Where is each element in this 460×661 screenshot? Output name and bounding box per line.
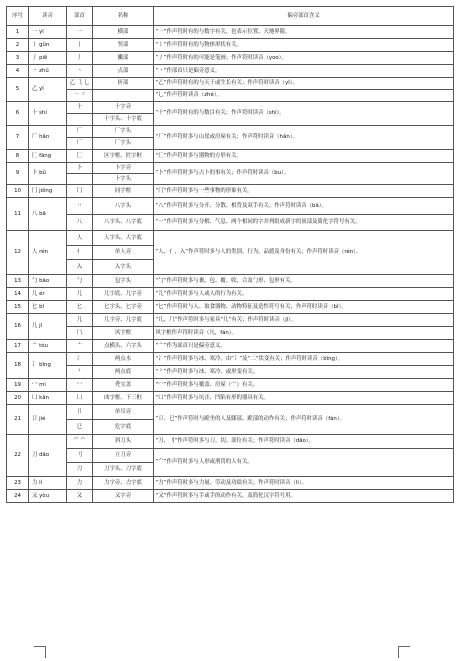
row-radical: 丷 <box>67 198 93 215</box>
row-radical: 凵 <box>67 391 93 404</box>
row-radical-name: 人字头、人字底 <box>93 231 154 246</box>
row-meaning: “冖”作声符时多与覆盖、房屋（宀）有关。 <box>154 378 454 391</box>
row-radical-name: 儿字底、儿字旁 <box>93 287 154 300</box>
row-radical-name: 八字头 <box>93 198 154 215</box>
table-row <box>7 300 454 313</box>
row-number: 15 <box>7 300 29 313</box>
row-meaning: “卜”作声符时多与占卜的事有关；作声符时读音（bu）。 <box>154 163 454 185</box>
row-number: 21 <box>7 404 29 434</box>
row-radical-name: 风字框 <box>93 326 154 339</box>
row-radical: ⺇ <box>67 326 93 339</box>
table-row <box>7 52 454 65</box>
row-radical-name: 凶字框、下三框 <box>93 391 154 404</box>
row-radical <box>67 114 93 126</box>
row-radical: 人 <box>67 231 93 246</box>
row-radical-name: 撇部 <box>93 52 154 65</box>
row-pronunciation: 冫 bīng <box>29 352 67 378</box>
row-number: 13 <box>7 274 29 287</box>
table-row <box>7 365 454 378</box>
row-radical-name: 危字底 <box>93 419 154 434</box>
table-row <box>7 163 454 174</box>
row-pronunciation: 八 bā <box>29 198 67 231</box>
table-row <box>7 476 454 489</box>
table-row <box>7 65 454 78</box>
row-number: 2 <box>7 39 29 52</box>
row-radical-name: 立刀旁 <box>93 448 154 462</box>
row-meaning: “勹”作声符时多与裹、包、覆、收、合及勹形、包形有关。 <box>154 274 454 287</box>
row-radical-name: 竖部 <box>93 39 154 52</box>
row-pronunciation: 亠 tóu <box>29 339 67 352</box>
row-radical: 卜 <box>67 163 93 174</box>
table-row <box>7 489 454 502</box>
row-pronunciation: 勹 bāo <box>29 274 67 287</box>
row-number: 17 <box>7 339 29 352</box>
table-row <box>7 313 454 326</box>
row-radical: 冫 <box>67 352 93 365</box>
row-number: 24 <box>7 489 29 502</box>
row-radical: 丨 <box>67 39 93 52</box>
row-radical: 又 <box>67 489 93 502</box>
row-radical-name: 几字旁、几字底 <box>93 313 154 326</box>
row-radical: 一 <box>67 26 93 39</box>
row-meaning: “⺀”作声符时多与冰、寒冷、或形变有关。 <box>154 365 454 378</box>
radicals-table <box>6 6 454 503</box>
row-meaning: “卩、㔾”作声符时与跪坐的人及膝部、跪部的动作有关；作声符时读音（fán）。 <box>154 404 454 434</box>
row-number: 5 <box>7 78 29 102</box>
table-body <box>7 26 454 503</box>
row-radical: ⺀ <box>67 365 93 378</box>
row-pronunciation: 人 rén <box>29 231 67 275</box>
row-radical: 亠 <box>67 339 93 352</box>
row-radical: ⺈ ⺈ <box>67 434 93 448</box>
row-radical-name: 卜字头 <box>93 174 154 185</box>
row-pronunciation: 丨 gǔn <box>29 39 67 52</box>
row-radical-name: 两点底 <box>93 365 154 378</box>
row-radical: 冖 <box>67 378 93 391</box>
row-pronunciation: 刀 dāo <box>29 434 67 476</box>
table-row <box>7 326 454 339</box>
table-row <box>7 150 454 163</box>
row-radical: 冂 <box>67 185 93 198</box>
row-meaning: “十”作声符时有的与数目有关；作声符时读音（shí）。 <box>154 102 454 126</box>
table-row <box>7 391 454 404</box>
row-radical-name: 厂字头 <box>93 126 154 138</box>
row-pronunciation: 儿 ér <box>29 287 67 300</box>
table-row <box>7 90 454 102</box>
header-number: 序号 <box>7 7 29 26</box>
row-meaning: “冫”作声符时多与冰、寒冷，由“冫”及“二”状变有关；作声符时读音（bīng）。 <box>154 352 454 365</box>
row-radical-name: 匕字头、匕字旁 <box>93 300 154 313</box>
row-radical-name: 十字旁 <box>93 102 154 114</box>
row-radical: 亻 <box>67 245 93 260</box>
row-meaning: “刀、刂”作声符时多与刀、切、部位有关；作声符时读音（dāo）。 <box>154 434 454 448</box>
row-pronunciation: 凵 kǎn <box>29 391 67 404</box>
row-radical-name: 包字头 <box>93 274 154 287</box>
table-row <box>7 198 454 215</box>
row-pronunciation: 冖 mì <box>29 378 67 391</box>
row-radical-name: 十字头、十字底 <box>93 114 154 126</box>
row-number: 9 <box>7 163 29 185</box>
row-radical: 厂 <box>67 126 93 138</box>
row-meaning: “匚”作声符时多与器物的方形有关。 <box>154 150 454 163</box>
row-radical-name: 横部 <box>93 26 154 39</box>
row-meaning: 风字框作声符时读音（凡，fán）。 <box>154 326 454 339</box>
table-row <box>7 26 454 39</box>
row-number: 23 <box>7 476 29 489</box>
table-row <box>7 352 454 365</box>
row-number: 8 <box>7 150 29 163</box>
row-number: 22 <box>7 434 29 476</box>
row-radical-name: 斜刀头 <box>93 434 154 448</box>
row-number: 10 <box>7 185 29 198</box>
row-radical-name: 单人旁 <box>93 245 154 260</box>
row-radical: 厂 <box>67 138 93 150</box>
row-meaning: “又”作声符时多与手或手的动作有关，及简化汉字符号用。 <box>154 489 454 502</box>
row-pronunciation: 十 shí <box>29 102 67 126</box>
row-radical-name: 入字头 <box>93 260 154 275</box>
table-row <box>7 434 454 448</box>
row-radical-name: 单耳旁 <box>93 404 154 419</box>
row-number: 7 <box>7 126 29 150</box>
row-meaning: “八”作声符时多与分开、分散、相背及双手有关；作声符时读音（bā）。 <box>154 198 454 215</box>
row-number: 11 <box>7 198 29 231</box>
row-radical-name: 八字头、八字底 <box>93 214 154 231</box>
table-row <box>7 378 454 391</box>
row-radical-name: 点横头、六字头 <box>93 339 154 352</box>
row-radical: 八 <box>67 214 93 231</box>
row-radical: 丿 <box>67 52 93 65</box>
row-radical: 一 ㇇ <box>67 90 93 102</box>
table-row <box>7 274 454 287</box>
row-number: 1 <box>7 26 29 39</box>
row-radical-name: 卜字旁 <box>93 163 154 174</box>
row-meaning: “厂”作声符时多与山崖或房屋有关；作声符时读音（hǎn）。 <box>154 126 454 150</box>
row-radical-name <box>93 90 154 102</box>
row-radical-name: 两点水 <box>93 352 154 365</box>
row-number: 14 <box>7 287 29 300</box>
row-radical: 刂 <box>67 448 93 462</box>
header-radical: 部首 <box>67 7 93 26</box>
row-radical-name: 点部 <box>93 65 154 78</box>
row-radical-name: 厂字头 <box>93 138 154 150</box>
row-radical-name: 刀字头、刀字底 <box>93 462 154 476</box>
row-radical-name: 同字框 <box>93 185 154 198</box>
row-radical: 几 <box>67 313 93 326</box>
row-meaning: “乙”作声符时有的与天干或生长有关；作声符时读音（yǐ）。 <box>154 78 454 90</box>
row-radical: 勹 <box>67 274 93 287</box>
table-row <box>7 339 454 352</box>
crop-mark-left <box>34 646 46 658</box>
row-radical-name: 又字旁 <box>93 489 154 502</box>
table-row <box>7 78 454 90</box>
header-meaning: 偏旁部首含义 <box>154 7 454 26</box>
row-number: 19 <box>7 378 29 391</box>
table-row <box>7 448 454 462</box>
row-radical: 㔾 <box>67 419 93 434</box>
row-meaning: “乚”作声符时读音（zhé）。 <box>154 90 454 102</box>
row-pronunciation: 匕 bǐ <box>29 300 67 313</box>
row-radical-name: 折部 <box>93 78 154 90</box>
row-meaning: “匕”作声符时与人、取食器物、动物特征及造性符号有关；作声符时读音（bǐ）。 <box>154 300 454 313</box>
row-pronunciation: 丿 piě <box>29 52 67 65</box>
row-radical: 入 <box>67 260 93 275</box>
row-meaning: “丷”作声符时多与分解、气息、两个相同的字并列组成新字的顶部及简化字符号有关。 <box>154 214 454 231</box>
row-meaning: “丶”作部首只是偏旁意义。 <box>154 65 454 78</box>
table-row <box>7 185 454 198</box>
row-radical: 丶 <box>67 65 93 78</box>
table-row <box>7 231 454 246</box>
header-pronunciation: 读音 <box>29 7 67 26</box>
row-radical: 十 <box>67 102 93 114</box>
header-name: 名称 <box>93 7 154 26</box>
row-radical: 匕 <box>67 300 93 313</box>
row-pronunciation: 卩 jié <box>29 404 67 434</box>
row-number: 18 <box>7 352 29 378</box>
crop-mark-right <box>398 646 410 658</box>
row-pronunciation: 卜 bǔ <box>29 163 67 185</box>
row-radical <box>67 174 93 185</box>
row-pronunciation: 力 lì <box>29 476 67 489</box>
row-pronunciation: 丶 zhǔ <box>29 65 67 78</box>
row-pronunciation: 冂 jiōng <box>29 185 67 198</box>
row-meaning: “⺈”作声符时多与人形或刑罚的人有关。 <box>154 448 454 476</box>
row-meaning: “一”作声符时有的与数字有关，也表示位置、天地界限。 <box>154 26 454 39</box>
row-meaning: “力”作声符时多与力量、劳动及功绩有关；作声符时读音（lì）。 <box>154 476 454 489</box>
row-radical-name: 秃宝盖 <box>93 378 154 391</box>
row-radical: 儿 <box>67 287 93 300</box>
table-row <box>7 404 454 419</box>
row-meaning: “丿”作声符时有的可能是笔画；作声符时读音（yoo）。 <box>154 52 454 65</box>
table-row <box>7 287 454 300</box>
row-pronunciation: 几 jī <box>29 313 67 339</box>
row-radical-name: 力字旁、力字底 <box>93 476 154 489</box>
row-radical: 匚 <box>67 150 93 163</box>
row-number: 16 <box>7 313 29 339</box>
row-number: 12 <box>7 231 29 275</box>
row-meaning: “几、⺇”作声符时多与家具“几”有关；作声符时读音（jǐ）。 <box>154 313 454 326</box>
table-row <box>7 126 454 138</box>
table-row <box>7 39 454 52</box>
row-pronunciation: 乙 yǐ <box>29 78 67 102</box>
row-number: 20 <box>7 391 29 404</box>
row-radical: 卩 <box>67 404 93 419</box>
table-row <box>7 214 454 231</box>
row-meaning: “人、亻、入”作声符时多与人的类别、行为、品德及身份有关；作声符时读音（rén）。 <box>154 231 454 275</box>
row-meaning: “凵”作声符时多与坑洼、凹陷有形的器具有关。 <box>154 391 454 404</box>
row-meaning: “丨”作声符时有的与物体形状有关。 <box>154 39 454 52</box>
row-pronunciation: 一 yī <box>29 26 67 39</box>
header-row <box>7 7 454 26</box>
row-meaning: “冂”作声符时多与一些事物的形象有关。 <box>154 185 454 198</box>
row-pronunciation: 匚 fāng <box>29 150 67 163</box>
row-pronunciation: 厂 hǎn <box>29 126 67 150</box>
row-meaning: “亠”作为部首只是偏旁意义。 <box>154 339 454 352</box>
row-radical: 刀 <box>67 462 93 476</box>
row-meaning: “儿”作声符时多与人或人的行为有关。 <box>154 287 454 300</box>
row-pronunciation: 又 yòu <box>29 489 67 502</box>
row-number: 3 <box>7 52 29 65</box>
row-radical-name: 区字框、匠字框 <box>93 150 154 163</box>
row-number: 6 <box>7 102 29 126</box>
table-row <box>7 102 454 114</box>
row-radical: 乙 ⺄ 乚 <box>67 78 93 90</box>
row-radical: 力 <box>67 476 93 489</box>
row-number: 4 <box>7 65 29 78</box>
